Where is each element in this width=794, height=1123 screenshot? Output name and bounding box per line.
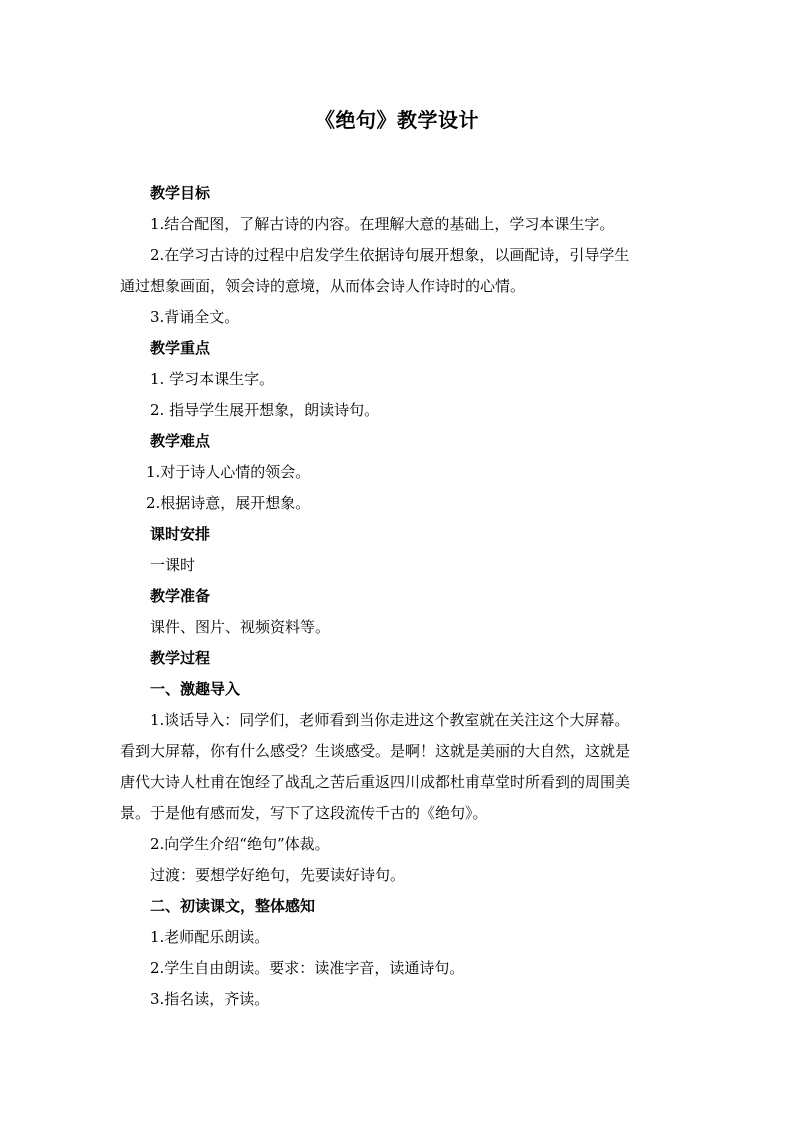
subsection-heading-first-reading: 二、初读课文，整体感知 xyxy=(150,897,316,915)
intro-paragraph-line-3: 唐代大诗人杜甫在饱经了战乱之苦后重返四川成都杜甫草堂时所看到的周围美 xyxy=(120,773,631,791)
focus-item-2: 2. 指导学生展开想象，朗读诗句。 xyxy=(150,401,380,419)
document-title: 《绝句》教学设计 xyxy=(315,108,479,132)
goal-item-2-continued: 通过想象画面，领会诗的意境，从而体会诗人作诗时的心情。 xyxy=(120,277,526,295)
intro-paragraph-line-4: 景。于是他有感而发，写下了这段流传千古的《绝句》。 xyxy=(120,804,488,822)
prep-text: 课件、图片、视频资料等。 xyxy=(150,618,331,636)
subsection-heading-intro: 一、激趣导入 xyxy=(150,680,241,698)
goal-item-2: 2.在学习古诗的过程中启发学生依据诗句展开想象，以画配诗，引导学生 xyxy=(150,246,630,264)
goal-item-3: 3.背诵全文。 xyxy=(150,308,240,326)
section-heading-goals: 教学目标 xyxy=(150,184,211,202)
intro-paragraph-line-2: 看到大屏幕，你有什么感受？生谈感受。是啊！这就是美丽的大自然，这就是 xyxy=(120,742,631,760)
difficulty-item-2: 2.根据诗意，展开想象。 xyxy=(146,494,311,512)
section-heading-process: 教学过程 xyxy=(150,649,211,667)
schedule-text: 一课时 xyxy=(150,556,196,574)
goal-item-1: 1.结合配图，了解古诗的内容。在理解大意的基础上，学习本课生字。 xyxy=(150,215,615,233)
focus-item-1: 1. 学习本课生字。 xyxy=(150,370,275,388)
document-body xyxy=(120,178,680,1015)
reading-item-2: 2.学生自由朗读。要求：读准字音，读通诗句。 xyxy=(150,959,465,977)
intro-transition: 过渡：要想学好绝句，先要读好诗句。 xyxy=(150,866,406,884)
section-heading-schedule: 课时安排 xyxy=(150,525,211,543)
difficulty-item-1: 1.对于诗人心情的领会。 xyxy=(146,463,311,481)
intro-paragraph-line-1: 1.谈话导入：同学们，老师看到当你走进这个教室就在关注这个大屏幕。 xyxy=(150,711,630,729)
section-heading-difficulty: 教学难点 xyxy=(150,432,211,450)
section-heading-prep: 教学准备 xyxy=(150,587,211,605)
reading-item-3: 3.指名读，齐读。 xyxy=(150,990,270,1008)
intro-item-2: 2.向学生介绍“绝句”体裁。 xyxy=(150,835,330,853)
section-heading-focus: 教学重点 xyxy=(150,339,211,357)
reading-item-1: 1.老师配乐朗读。 xyxy=(150,928,270,946)
